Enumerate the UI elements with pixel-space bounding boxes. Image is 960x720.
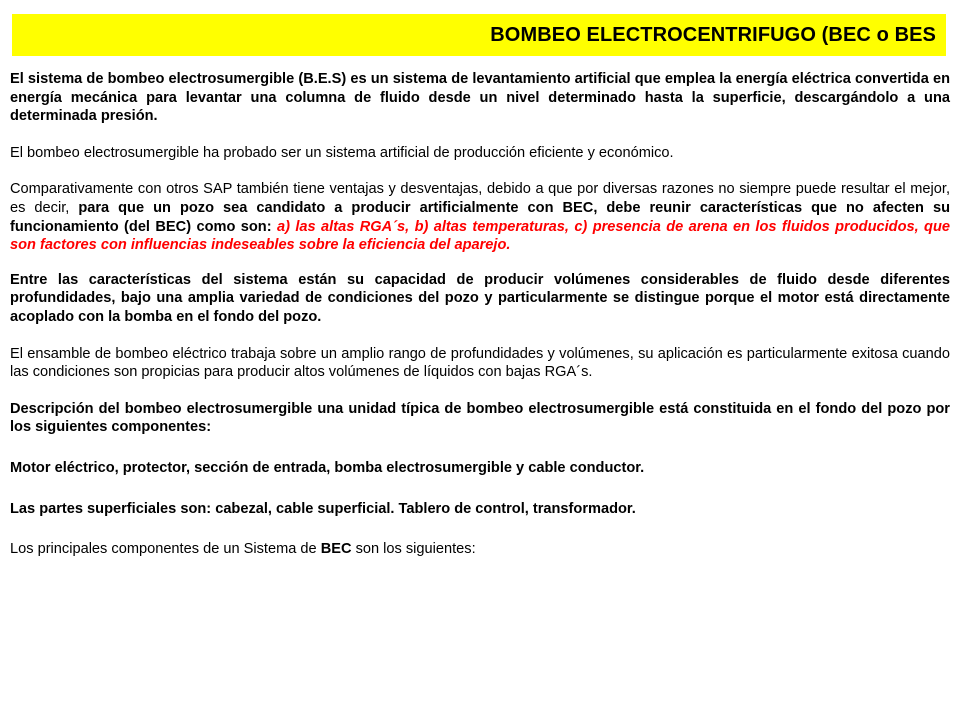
paragraph-comparison bbox=[10, 180, 950, 254]
main-components-bec: BEC bbox=[320, 541, 352, 558]
paragraph-definition: El sistema de bombeo electrosumergible (B.E.S) es un sistema de levantamiento artificial que emplea la energía eléctrica convertida en energía mecánica para levantar una columna de fluido desde un nivel determinado hasta la superficie, descargándolo a una determinada presión. bbox=[10, 71, 950, 125]
paragraph-surface-parts: Las partes superficiales son: cabezal, cable superficial. Tablero de control, transformador. bbox=[10, 500, 636, 517]
paragraph-efficiency: El bombeo electrosumergible ha probado ser un sistema artificial de producción eficiente y económico. bbox=[10, 144, 674, 161]
paragraph-assembly: El ensamble de bombeo eléctrico trabaja sobre un amplio rango de profundidades y volúmenes, su aplicación es particularmente exitosa cuando las condiciones son propicias para producir altos volúmenes de líquidos con bajas RGA´s. bbox=[10, 345, 950, 381]
comparison-requirement-text: para que un pozo sea candidato a producir artificialmente con BEC, debe reunir características que no afecten su funcionamiento (del BEC) como son: bbox=[10, 199, 950, 235]
main-components-suffix: son los siguientes: bbox=[351, 541, 476, 558]
paragraph-bottom-components: Motor eléctrico, protector, sección de entrada, bomba electrosumergible y cable conductor. bbox=[10, 459, 645, 476]
main-components-prefix: Los principales componentes de un Sistema de bbox=[10, 541, 321, 558]
paragraph-description: Descripción del bombeo electrosumergible una unidad típica de bombeo electrosumergible está constituida en el fondo del pozo por los siguientes componentes: bbox=[10, 400, 950, 436]
paragraph-characteristics: Entre las características del sistema están su capacidad de producir volúmenes considerables de fluido desde diferentes profundidades, bajo una amplia variedad de condiciones del pozo y particularmente se distingue porque el motor está directamente acoplado con la bomba en el fondo del pozo. bbox=[10, 271, 950, 325]
comparison-factors-text: a) las altas RGA´s, b) altas temperaturas, c) presencia de arena en los fluidos producidos, que son factores con influencias indeseables sobre la eficiencia del aparejo. bbox=[10, 218, 950, 254]
slide-body bbox=[10, 70, 950, 559]
paragraph-main-components bbox=[10, 540, 950, 559]
slide-title: BOMBEO ELECTROCENTRIFUGO (BEC o BES bbox=[490, 23, 936, 46]
comparison-intro-text: Comparativamente con otros SAP también tiene ventajas y desventajas, debido a que por diversas razones no siempre puede resultar el mejor, es decir, bbox=[10, 181, 950, 216]
title-bar bbox=[12, 14, 946, 56]
